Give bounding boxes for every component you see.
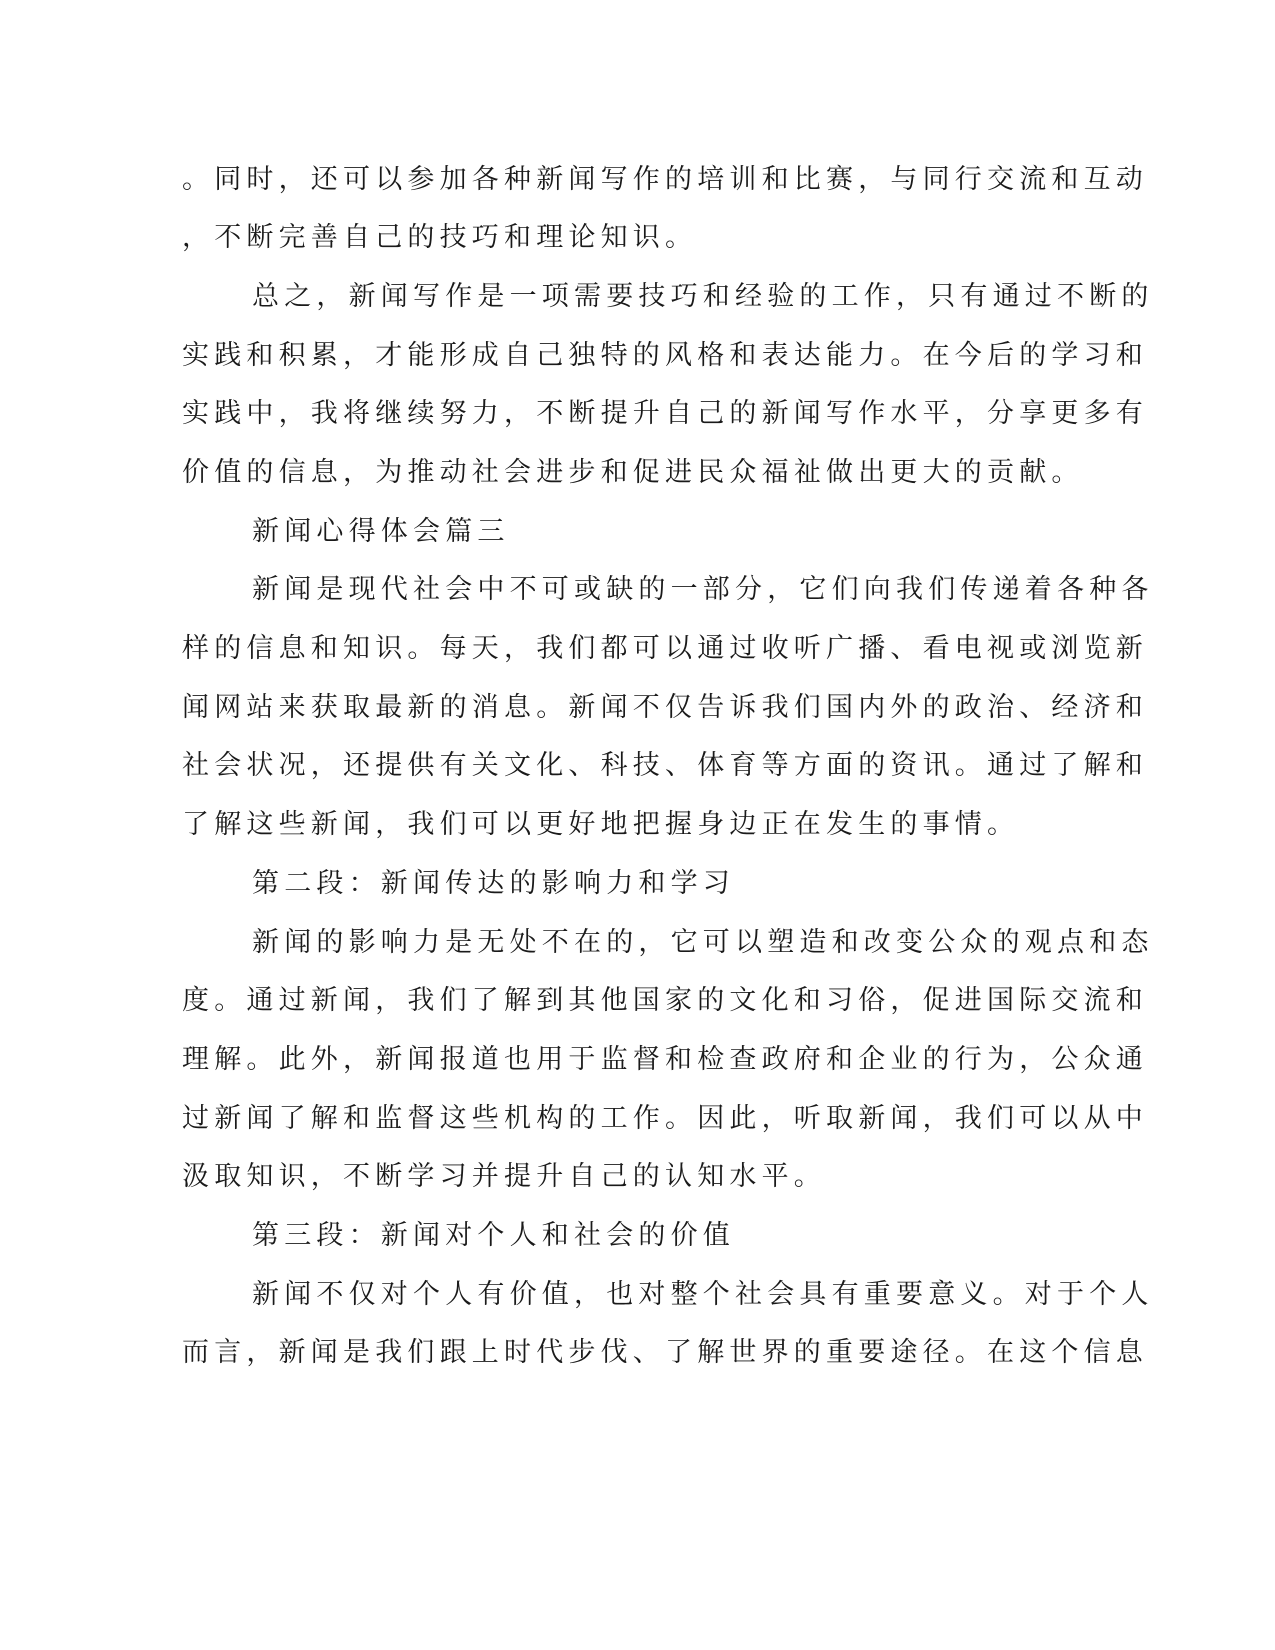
text-line: 实践中，我将继续努力，不断提升自己的新闻写作水平，分享更多有: [182, 398, 1148, 429]
text-line: 过新闻了解和监督这些机构的工作。因此，听取新闻，我们可以从中: [182, 1103, 1148, 1134]
text-line: 而言，新闻是我们跟上时代步伐、了解世界的重要途径。在这个信息: [182, 1337, 1148, 1368]
text-line: 价值的信息，为推动社会进步和促进民众福祉做出更大的贡献。: [182, 457, 1084, 488]
text-line: 汲取知识，不断学习并提升自己的认知水平。: [182, 1161, 826, 1192]
text-line: 理解。此外，新闻报道也用于监督和检查政府和企业的行为，公众通: [182, 1044, 1148, 1075]
section-heading: 新闻心得体会篇三: [252, 516, 510, 547]
text-line: 样的信息和知识。每天，我们都可以通过收听广播、看电视或浏览新: [182, 633, 1148, 664]
text-line: 社会状况，还提供有关文化、科技、体育等方面的资讯。通过了解和: [182, 750, 1148, 781]
text-line: 了解这些新闻，我们可以更好地把握身边正在发生的事情。: [182, 809, 1020, 840]
text-line: ，不断完善自己的技巧和理论知识。: [182, 222, 698, 253]
paragraph-start-line: 新闻不仅对个人有价值，也对整个社会具有重要意义。对于个人: [252, 1279, 1154, 1310]
text-line: 。同时，还可以参加各种新闻写作的培训和比赛，与同行交流和互动: [182, 164, 1148, 195]
paragraph-start-line: 新闻是现代社会中不可或缺的一部分，它们向我们传递着各种各: [252, 574, 1154, 605]
text-line: 度。通过新闻，我们了解到其他国家的文化和习俗，促进国际交流和: [182, 985, 1148, 1016]
paragraph-start-line: 总之，新闻写作是一项需要技巧和经验的工作，只有通过不断的: [252, 281, 1154, 312]
section-heading: 第三段：新闻对个人和社会的价值: [252, 1220, 735, 1251]
section-heading: 第二段：新闻传达的影响力和学习: [252, 868, 735, 899]
text-line: 实践和积累，才能形成自己独特的风格和表达能力。在今后的学习和: [182, 340, 1148, 371]
text-line: 闻网站来获取最新的消息。新闻不仅告诉我们国内外的政治、经济和: [182, 692, 1148, 723]
paragraph-start-line: 新闻的影响力是无处不在的，它可以塑造和改变公众的观点和态: [252, 927, 1154, 958]
